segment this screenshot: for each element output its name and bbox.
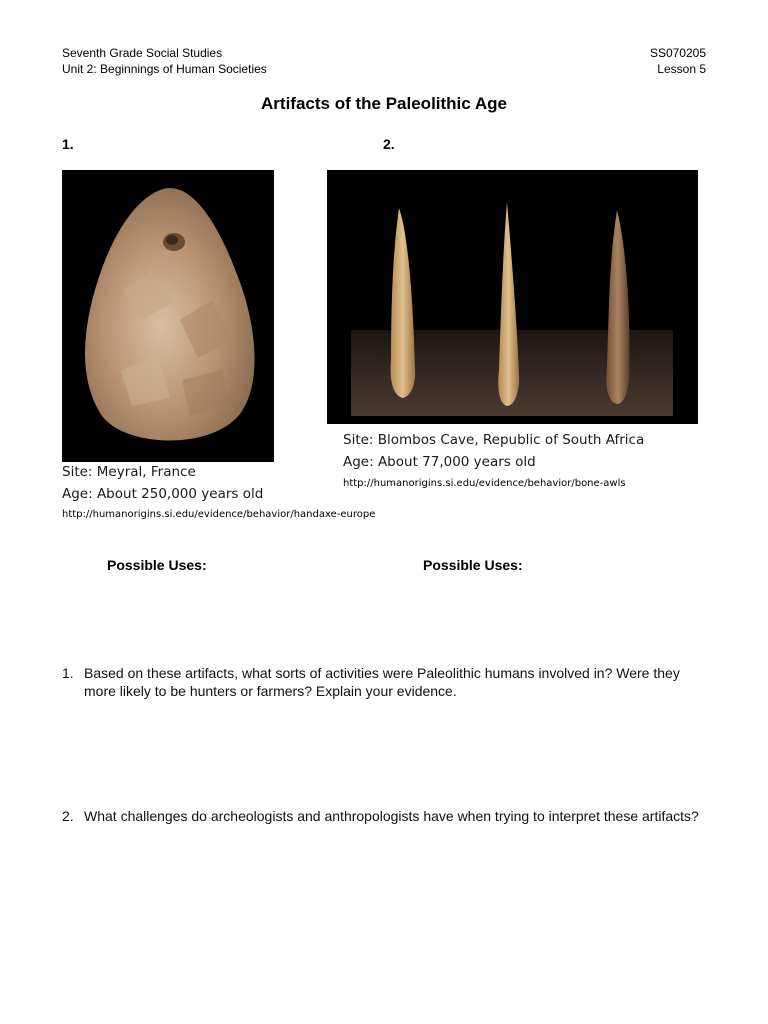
course-code: SS070205 — [649, 46, 706, 60]
question-2 — [62, 807, 722, 847]
handaxe-photo — [62, 170, 274, 462]
artifact-1-site: Site: Meyral, France — [62, 464, 196, 480]
artifact-1-source-link[interactable]: http://humanorigins.si.edu/evidence/behavior/handaxe-europe — [62, 509, 376, 520]
artifact-2-number: 2. — [383, 136, 395, 152]
artifact-1-age: Age: About 250,000 years old — [62, 486, 264, 502]
question-1 — [62, 664, 722, 704]
page-title: Artifacts of the Paleolithic Age — [261, 94, 507, 113]
question-1-text: Based on these artifacts, what sorts of activities were Paleolithic humans involved in? Were they more likely to be hunters or farmers? Explain your evidence. — [84, 665, 680, 699]
course-name: Seventh Grade Social Studies — [62, 46, 223, 60]
artifact-2-site: Site: Blombos Cave, Republic of South Africa — [343, 432, 645, 448]
question-2-number: 2. — [62, 808, 74, 824]
artifact-2-uses-label: Possible Uses: — [423, 557, 523, 573]
artifact-1-uses-label: Possible Uses: — [107, 557, 207, 573]
artifact-2-source-link[interactable]: http://humanorigins.si.edu/evidence/behavior/bone-awls — [343, 478, 626, 489]
artifact-1-number: 1. — [62, 136, 74, 152]
unit-name: Unit 2: Beginnings of Human Societies — [62, 62, 267, 76]
question-2-text: What challenges do archeologists and anthropologists have when trying to interpret these artifacts? — [84, 808, 699, 824]
bone-awls-photo — [327, 170, 698, 424]
question-1-number: 1. — [62, 665, 74, 681]
artifact-2-age: Age: About 77,000 years old — [343, 454, 536, 470]
lesson-number: Lesson 5 — [657, 62, 706, 76]
